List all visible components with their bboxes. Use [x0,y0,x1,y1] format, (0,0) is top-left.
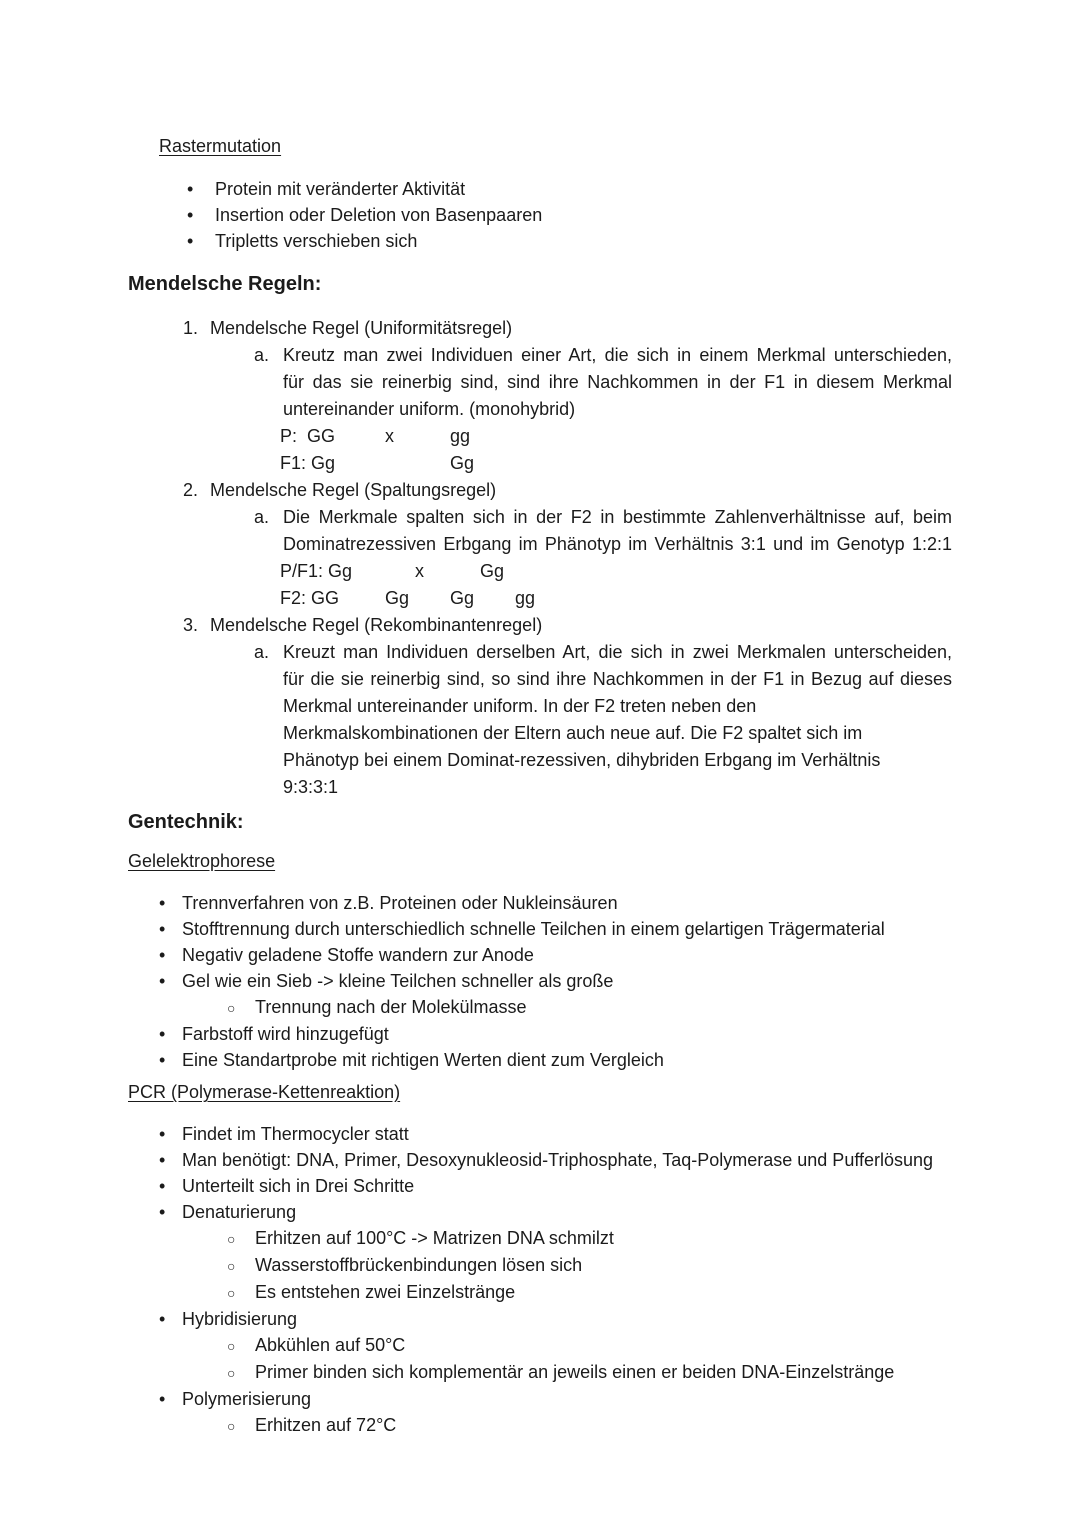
letter-marker: a. [254,642,270,662]
list-item [128,176,955,202]
list-item-text: Wasserstoffbrückenbindungen lösen sich [255,1255,583,1275]
sub-list-item [128,1225,955,1252]
list-item-text: Negativ geladene Stoffe wandern zur Anode [182,945,534,965]
bullet-icon: • [187,179,194,199]
rule-title [128,315,955,342]
list-item-text: Abkühlen auf 50°C [255,1335,406,1355]
heading-rastermutation: Rastermutation [159,136,282,156]
number-marker: 3. [183,615,199,635]
list-item [128,890,955,916]
paragraph-line [128,774,955,801]
list-item-text: Erhitzen auf 100°C -> Matrizen DNA schmilzt [255,1228,614,1248]
letter-marker: a. [254,507,270,527]
list-item [128,916,955,942]
rule-title [128,477,955,504]
sub-list-item [128,1252,955,1279]
paragraph-line [128,396,955,423]
genotype-cell: Gg [480,561,505,581]
bullet-icon: • [159,1150,166,1170]
list-item [128,942,955,968]
bullet-icon: • [159,971,166,991]
genotype-cell: Gg [385,588,410,608]
paragraph-text: 9:3:3:1 [283,777,339,797]
bullet-icon: • [159,1202,166,1222]
list-item-text: Gel wie ein Sieb -> kleine Teilchen schneller als große [182,971,614,991]
bullet-icon: • [187,205,194,225]
paragraph-text: Merkmal untereinander uniform. In der F2 treten neben den [283,696,757,716]
heading-pcr: PCR (Polymerase-Kettenreaktion) [128,1082,401,1102]
list-item-text: Hybridisierung [182,1309,298,1329]
list-item [128,1306,955,1332]
paragraph-line [128,720,955,747]
genotype-line [128,558,955,585]
paragraph-text: Phänotyp bei einem Dominat-rezessiven, dihybriden Erbgang im Verhältnis [283,750,881,770]
paragraph-text: Dominatrezessiven Erbgang im Phänotyp im Verhältnis 3:1 und im Genotyp 1:2:1 [283,534,952,554]
list-item-text: Man benötigt: DNA, Primer, Desoxynukleosid-Triphosphate, Taq-Polymerase und Pufferlösung [182,1150,934,1170]
circle-bullet-icon: ○ [227,1258,236,1274]
paragraph-line [128,531,955,558]
paragraph-text: für die sie reinerbig sind, so sind ihre Nachkommen in der F1 in Bezug auf dieses [283,669,952,689]
paragraph-text: untereinander uniform. (monohybrid) [283,399,576,419]
list-item-text: Denaturierung [182,1202,297,1222]
genotype-cell: gg [515,588,536,608]
number-marker: 1. [183,318,199,338]
genotype-cell: Gg [450,453,475,473]
rule-title-text: Mendelsche Regel (Spaltungsregel) [210,480,497,500]
paragraph-text: Kreutz man zwei Individuen einer Art, die sich in einem Merkmal unterschieden, [283,345,952,365]
circle-bullet-icon: ○ [227,1365,236,1381]
list-item-text: Unterteilt sich in Drei Schritte [182,1176,415,1196]
list-item [128,1047,955,1073]
genotype-cell: Gg [450,588,475,608]
paragraph-text: für das sie reinerbig sind, sind ihre Nachkommen in der F1 in diesem Merkmal [283,372,952,392]
sub-list-item [128,1279,955,1306]
list-item-text: Farbstoff wird hinzugefügt [182,1024,389,1044]
paragraph-line [128,666,955,693]
paragraph-line [128,639,955,666]
list-item-text: Tripletts verschieben sich [215,231,418,251]
bullet-icon: • [159,893,166,913]
genotype-cell: F2: GG [280,588,340,608]
rule-title-text: Mendelsche Regel (Uniformitätsregel) [210,318,513,338]
list-item [128,202,955,228]
letter-marker: a. [254,345,270,365]
paragraph-line [128,342,955,369]
genotype-cell: F1: Gg [280,453,336,473]
list-item-text: Insertion oder Deletion von Basenpaaren [215,205,543,225]
list-item [128,228,955,254]
circle-bullet-icon: ○ [227,1231,236,1247]
list-item-text: Findet im Thermocycler statt [182,1124,409,1144]
list-item-text: Trennverfahren von z.B. Proteinen oder Nukleinsäuren [182,893,618,913]
bullet-icon: • [159,1024,166,1044]
list-item [128,968,955,994]
genotype-cell: P/F1: Gg [280,561,353,581]
genotype-cell: x [415,561,424,581]
genotype-line [128,585,955,612]
gelelektrophorese-list [128,890,955,1073]
section-rastermutation-heading [128,133,955,159]
bullet-icon: • [159,945,166,965]
list-item-text: Polymerisierung [182,1389,312,1409]
bullet-icon: • [159,1176,166,1196]
bullet-icon: • [159,919,166,939]
bullet-icon: • [159,1309,166,1329]
paragraph-line [128,693,955,720]
list-item-text: Trennung nach der Molekülmasse [255,997,527,1017]
heading-gentechnik: Gentechnik: [128,811,244,833]
list-item-text: Es entstehen zwei Einzelstränge [255,1282,516,1302]
genotype-cell: P: GG [280,426,336,446]
mendel-rules-list [128,315,955,801]
circle-bullet-icon: ○ [227,1285,236,1301]
sub-list-item [128,1332,955,1359]
paragraph-text: Kreuzt man Individuen derselben Art, die sich in zwei Merkmalen unterscheiden, [283,642,952,662]
list-item-text: Eine Standartprobe mit richtigen Werten dient zum Vergleich [182,1050,664,1070]
pcr-list [128,1121,955,1439]
genotype-cell: gg [450,426,471,446]
genotype-cell: x [385,426,394,446]
list-item [128,1121,955,1147]
sub-list-item [128,1359,955,1386]
rule-title-text: Mendelsche Regel (Rekombinantenregel) [210,615,543,635]
bullet-icon: • [159,1389,166,1409]
circle-bullet-icon: ○ [227,1338,236,1354]
list-item [128,1199,955,1225]
list-item [128,1021,955,1047]
sub-list-item [128,994,955,1021]
genotype-line [128,423,955,450]
genotype-line [128,450,955,477]
paragraph-line [128,504,955,531]
paragraph-line [128,369,955,396]
bullet-icon: • [159,1050,166,1070]
rastermutation-list [128,176,955,254]
paragraph-line [128,747,955,774]
number-marker: 2. [183,480,199,500]
list-item [128,1173,955,1199]
bullet-icon: • [187,231,194,251]
list-item [128,1147,955,1173]
circle-bullet-icon: ○ [227,1000,236,1016]
list-item [128,1386,955,1412]
heading-gelelektrophorese: Gelelektrophorese [128,851,276,871]
paragraph-text: Merkmalskombinationen der Eltern auch neue auf. Die F2 spaltet sich im [283,723,863,743]
list-item-text: Primer binden sich komplementär an jeweils einen er beiden DNA-Einzelstränge [255,1362,895,1382]
rule-title [128,612,955,639]
sub-list-item [128,1412,955,1439]
paragraph-text: Die Merkmale spalten sich in der F2 in bestimmte Zahlenverhältnisse auf, beim [283,507,952,527]
bullet-icon: • [159,1124,166,1144]
circle-bullet-icon: ○ [227,1418,236,1434]
list-item-text: Stofftrennung durch unterschiedlich schnelle Teilchen in einem gelartigen Trägermaterial [182,919,885,939]
list-item-text: Erhitzen auf 72°C [255,1415,397,1435]
list-item-text: Protein mit veränderter Aktivität [215,179,466,199]
heading-mendelsche-regeln: Mendelsche Regeln: [128,273,322,295]
